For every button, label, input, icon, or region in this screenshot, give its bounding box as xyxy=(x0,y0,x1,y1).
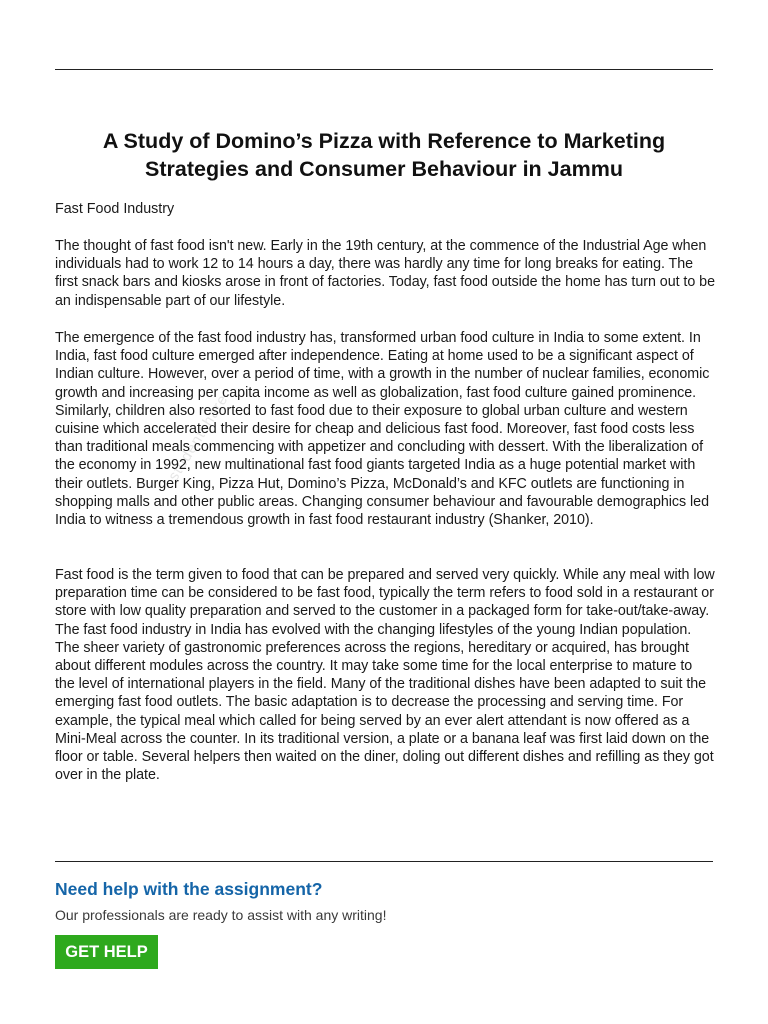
paragraph-1: The thought of fast food isn't new. Early in the 19th century, at the commence of the Industrial Age when individuals had to work 12 to 14 hours a day, there was hardly any time for long breaks for eating. The first snack bars and kiosks arose in front of factories. Today, fast food outside the home has turn out to be an indispensable part of our lifestyle. xyxy=(55,238,715,309)
cta-heading: Need help with the assignment? xyxy=(55,879,323,899)
document-title: A Study of Domino’s Pizza with Reference to Marketing Strategies and Consumer Behaviour in Jammu xyxy=(102,129,666,181)
paragraph-2: The emergence of the fast food industry has, transformed urban food culture in India to some extent. In India, fast food culture emerged after independence. Eating at home used to be a significant aspect of Indian culture. However, over a period of time, with a growth in the number of nuclear families, economic growth and increasing per capita income as well as globalization, fast food culture gained prominence. Similarly, children also resorted to fast food due to their exposure to global urban culture and western cuisine which accelerated their desire for cheap and delicious fast food. Moreover, fast food costs less than traditional meals commencing with appetizer and concluding with dessert. With the liberalization of the economy in 1992, new multinational fast food giants targeted India as a huge potential market with their outlets. Burger King, Pizza Hut, Domino’s Pizza, McDonald’s and KFC outlets are functioning in shopping malls and other public areas. Changing consumer behaviour and favourable demographics led India to witness a tremendous growth in fast food restaurant industry (Shanker, 2010). xyxy=(55,330,710,529)
top-divider xyxy=(55,69,713,70)
bottom-divider xyxy=(55,861,713,862)
section-heading: Fast Food Industry xyxy=(55,201,175,217)
get-help-button[interactable]: GET HELP xyxy=(55,935,158,969)
document-page xyxy=(55,0,713,1024)
watermark: studentshare xyxy=(165,391,232,485)
cta-subtext: Our professionals are ready to assist with any writing! xyxy=(55,907,387,923)
paragraph-3: Fast food is the term given to food that can be prepared and served very quickly. While any meal with low preparation time can be considered to be fast food, typically the term refers to food sold in a restaurant or store with low quality preparation and served to the customer in a packaged form for take-out/take-away. The fast food industry in India has evolved with the changing lifestyles of the young Indian population. The sheer variety of gastronomic preferences across the regions, hereditary or acquired, has brought about different modules across the country. It may take some time for the local enterprise to mature to the level of international players in the field. Many of the traditional dishes have been adapted to suit the emerging fast food outlets. The basic adaptation is to decrease the processing and serving time. For example, the typical meal which called for being served by an ever alert attendant is now offered as a Mini-Meal across the counter. In its traditional version, a plate or a banana leaf was first laid down on the floor or table. Several helpers then waited on the diner, doling out different dishes and refilling as they got over in the plate. xyxy=(55,567,715,784)
